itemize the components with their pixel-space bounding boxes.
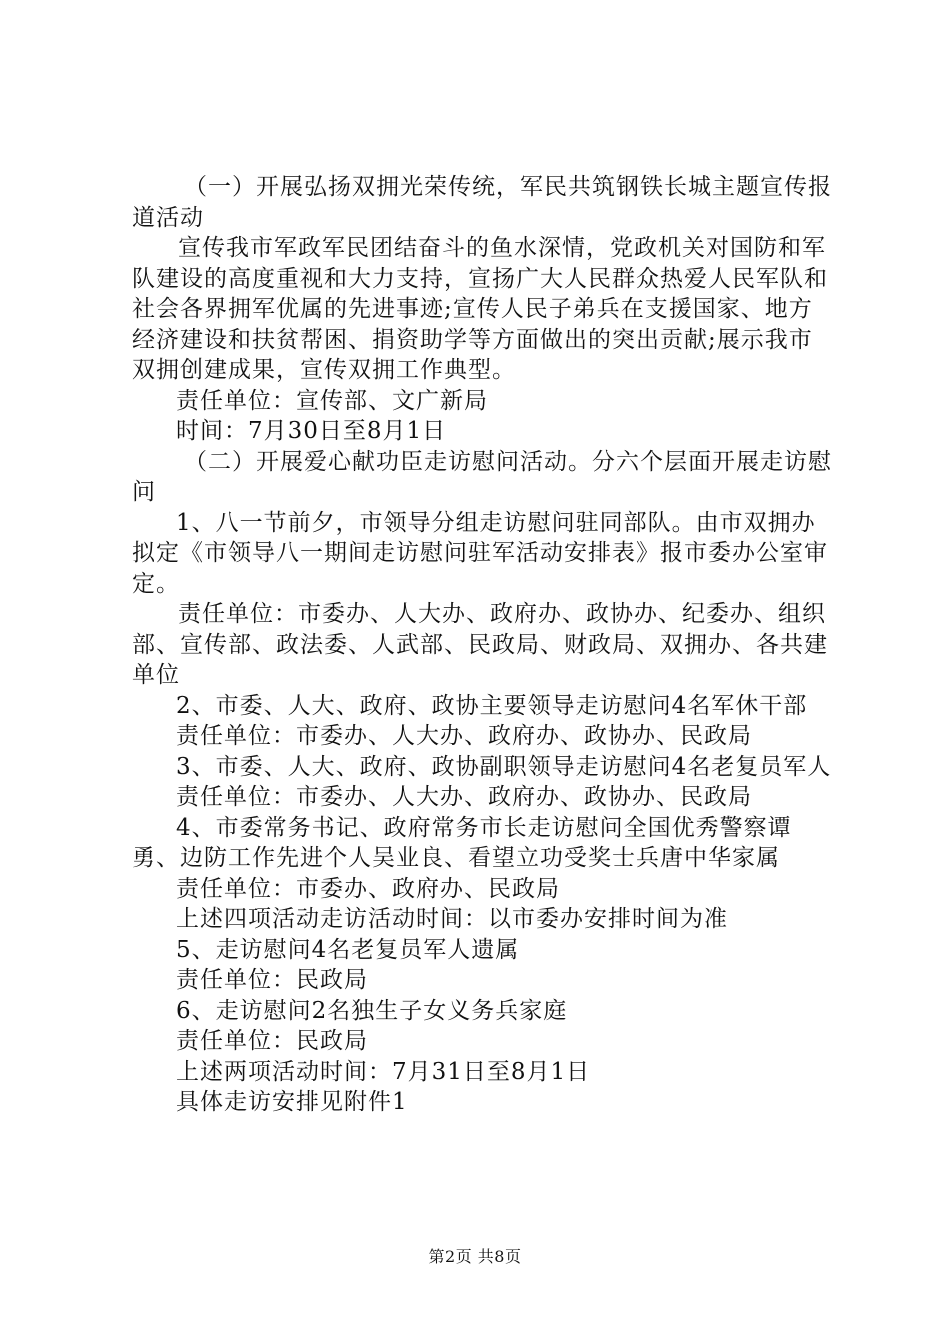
time-line: 上述两项活动时间：7月31日至8月1日 [176, 1058, 591, 1085]
responsible-units: 责任单位：市委办、人大办、政府办、政协办、民政局 [176, 723, 752, 749]
list-item-5: 5、走访慰问4名老复员军人遗属 [176, 936, 520, 963]
responsible-units: 责任单位：市委办、人大办、政府办、政协办、纪委办、组织部、宣传部、政法委、人武部、民政局、财政局、双拥办、各共建单位 [132, 601, 828, 688]
responsible-units: 责任单位：民政局 [176, 967, 368, 993]
list-item-4: 4、市委常务书记、政府常务市长走访慰问全国优秀警察谭勇、边防工作先进个人吴业良、看望立功受奖士兵唐中华家属 [132, 814, 792, 871]
responsible-units: 责任单位：民政局 [176, 1028, 368, 1054]
paragraph-publicity: 宣传我市军政军民团结奋斗的鱼水深情，党政机关对国防和军队建设的高度重视和大力支持，宣扬广大人民群众热爱人民军队和社会各界拥军优属的先进事迹;宣传人民子弟兵在支援国家、地方经济建设和扶贫帮困、捐资助学等方面做出的突出贡献;展示我市双拥创建成果，宣传双拥工作典型。 [132, 235, 828, 383]
list-item-2: 2、市委、人大、政府、政协主要领导走访慰问4名军休干部 [176, 692, 808, 719]
time-line: 时间：7月30日至8月1日 [176, 418, 447, 444]
section-heading-1: （一）开展弘扬双拥光荣传统，军民共筑钢铁长城主题宣传报道活动 [132, 174, 832, 231]
attachment-note: 具体走访安排见附件1 [176, 1089, 408, 1115]
page-number-footer: 第2页 共8页 [428, 1247, 522, 1266]
list-item-1: 1、八一节前夕，市领导分组走访慰问驻同部队。由市双拥办拟定《市领导八一期间走访慰问驻军活动安排表》报市委办公室审定。 [132, 509, 828, 597]
responsible-units: 责任单位：市委办、人大办、政府办、政协办、民政局 [176, 784, 752, 810]
time-line: 上述四项活动走访活动时间：以市委办安排时间为准 [176, 906, 728, 932]
list-item-6: 6、走访慰问2名独生子女义务兵家庭 [176, 997, 568, 1024]
section-heading-2: （二）开展爱心献功臣走访慰问活动。分六个层面开展走访慰问 [132, 448, 832, 505]
list-item-3: 3、市委、人大、政府、政协副职领导走访慰问4名老复员军人 [176, 753, 832, 780]
document-body [132, 172, 832, 1118]
responsible-units: 责任单位：宣传部、文广新局 [176, 387, 488, 414]
responsible-units: 责任单位：市委办、政府办、民政局 [176, 875, 560, 902]
